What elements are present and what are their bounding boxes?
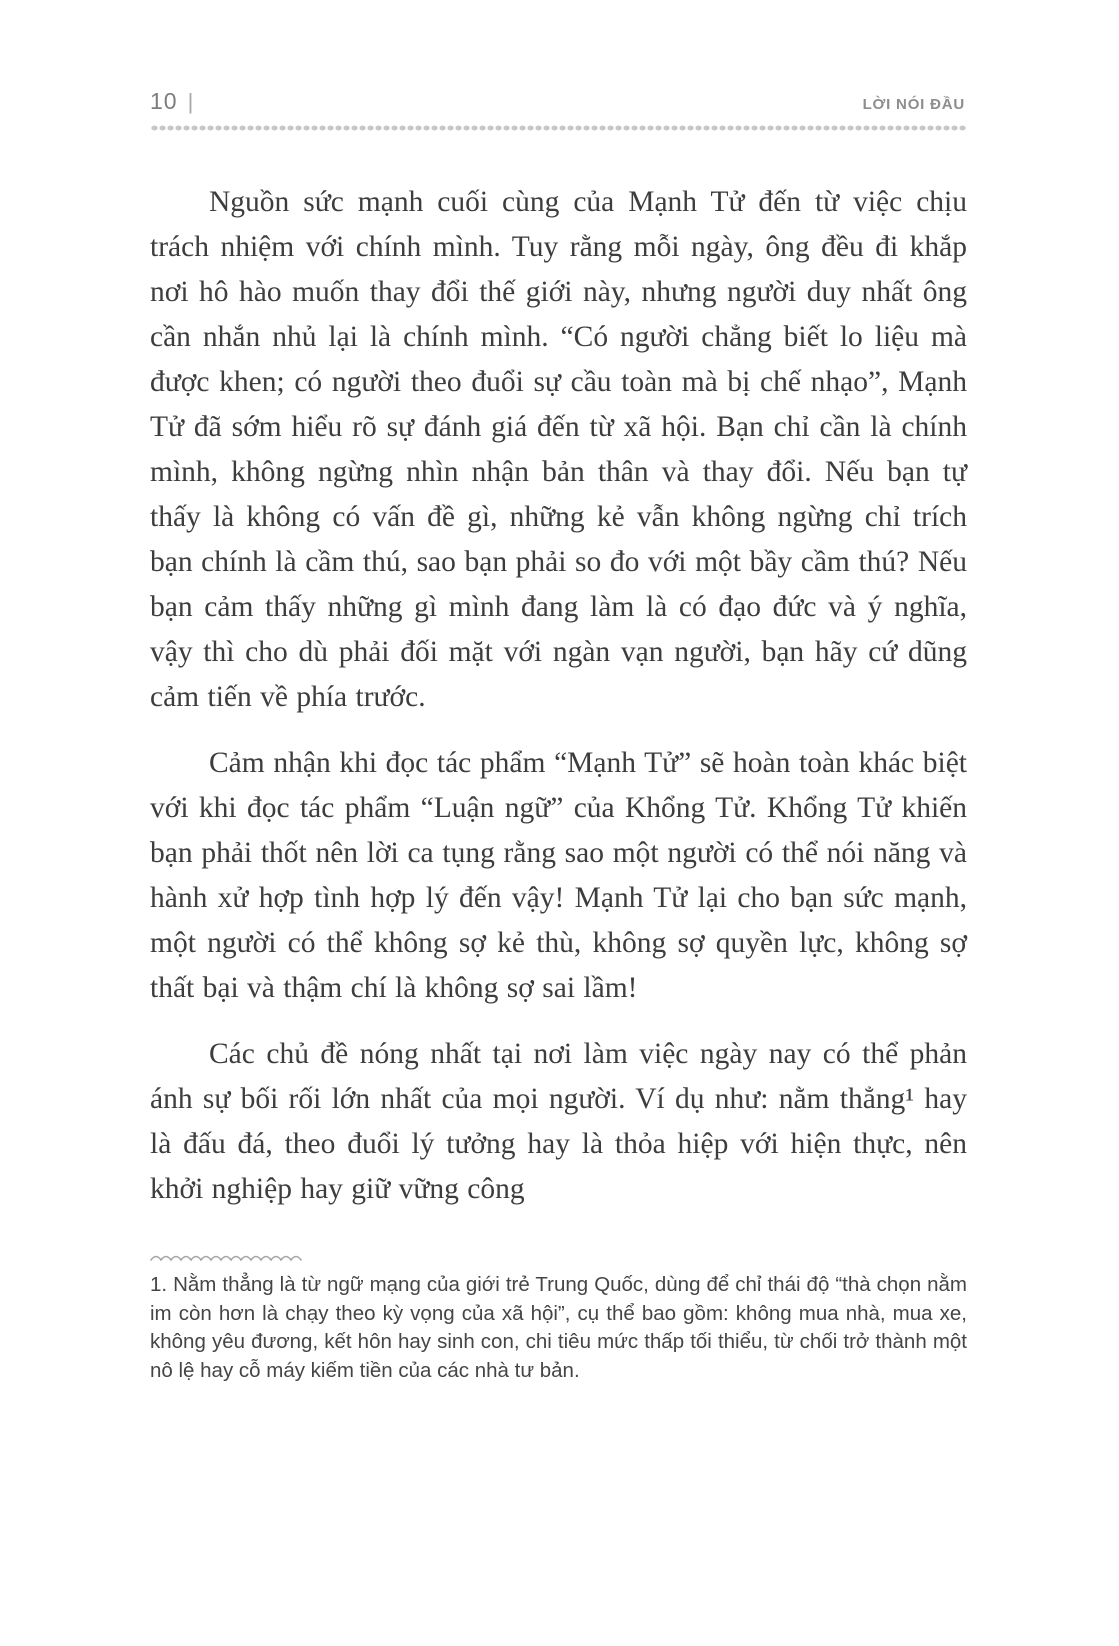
page-header: [150, 88, 967, 115]
running-title: LỜI NÓI ĐẦU: [862, 96, 965, 113]
page-number-group: [150, 88, 193, 115]
header-divider: |: [187, 89, 194, 114]
paragraph-2: Cảm nhận khi đọc tác phẩm “Mạnh Tử” sẽ hoàn toàn khác biệt với khi đọc tác phẩm “Luận ngữ” của Khổng Tử. Khổng Tử khiến bạn phải thốt nên lời ca tụng rằng sao một người có thể nói năng và hành xử hợp tình hợp lý đến vậy! Mạnh Tử lại cho bạn sức mạnh, một người có thể không sợ kẻ thù, không sợ quyền lực, không sợ thất bại và thậm chí là không sợ sai lầm!: [150, 747, 967, 1004]
footnote-text: 1. Nằm thẳng là từ ngữ mạng của giới trẻ Trung Quốc, dùng để chỉ thái độ “thà chọn nằm im còn hơn là chạy theo kỳ vọng của xã hội”, cụ thể bao gồm: không mua nhà, mua xe, không yêu đương, kết hôn hay sinh con, chi tiêu mức thấp tối thiểu, từ chối trở thành một nô lệ hay cỗ máy kiếm tiền của các nhà tư bản.: [150, 1273, 967, 1382]
footnote-separator-wave: [150, 1252, 302, 1263]
footnote-block: [150, 1252, 967, 1385]
header-ornament-line: [150, 124, 967, 132]
body-text: [150, 180, 967, 1212]
paragraph-3: Các chủ đề nóng nhất tại nơi làm việc ngày nay có thể phản ánh sự bối rối lớn nhất của mọi người. Ví dụ như: nằm thẳng¹ hay là đấu đá, theo đuổi lý tưởng hay là thỏa hiệp với hiện thực, nên khởi nghiệp hay giữ vững công: [150, 1038, 967, 1205]
page-number: 10: [150, 88, 178, 114]
paragraph-1: Nguồn sức mạnh cuối cùng của Mạnh Tử đến từ việc chịu trách nhiệm với chính mình. Tuy rằng mỗi ngày, ông đều đi khắp nơi hô hào muốn thay đổi thế giới này, nhưng người duy nhất ông cần nhắn nhủ lại là chính mình. “Có người chẳng biết lo liệu mà được khen; có người theo đuổi sự cầu toàn mà bị chế nhạo”, Mạnh Tử đã sớm hiểu rõ sự đánh giá đến từ xã hội. Bạn chỉ cần là chính mình, không ngừng nhìn nhận bản thân và thay đổi. Nếu bạn tự thấy là không có vấn đề gì, những kẻ vẫn không ngừng chỉ trích bạn chính là cầm thú, sao bạn phải so đo với một bầy cầm thú? Nếu bạn cảm thấy những gì mình đang làm là có đạo đức và ý nghĩa, vậy thì cho dù phải đối mặt với ngàn vạn người, bạn hãy cứ dũng cảm tiến về phía trước.: [150, 186, 967, 713]
